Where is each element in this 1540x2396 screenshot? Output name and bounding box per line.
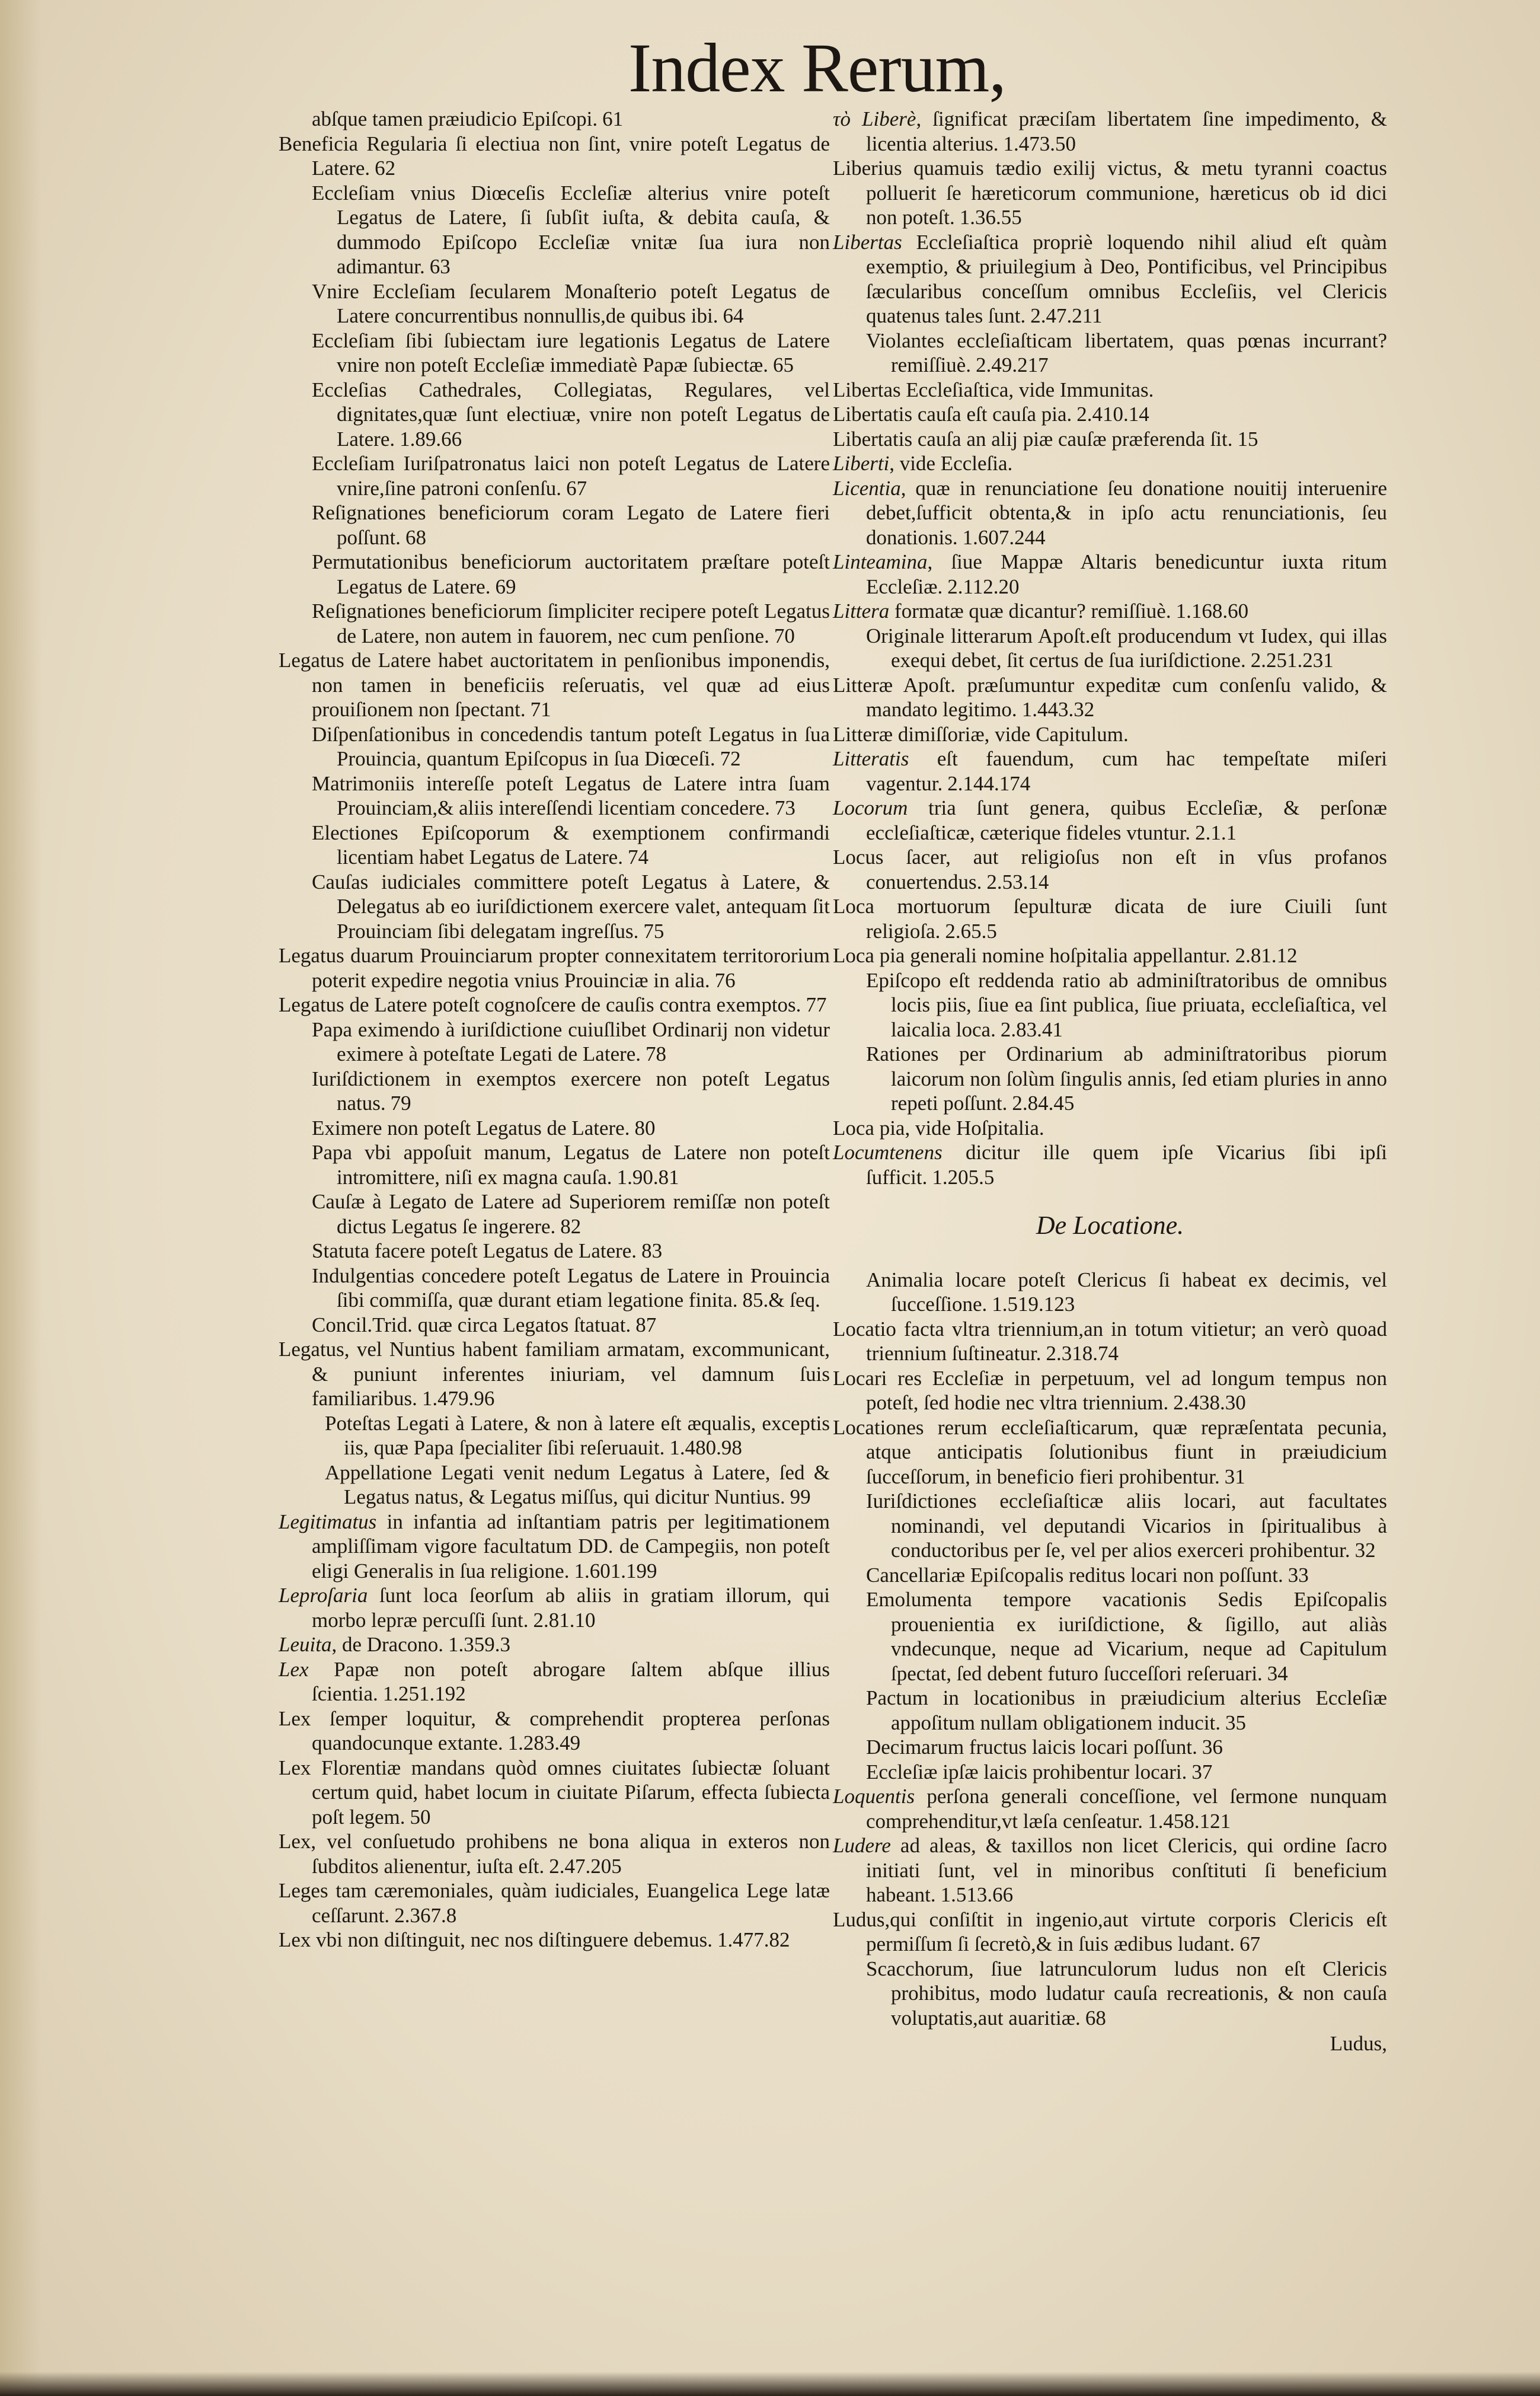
left-column: [279, 107, 830, 1952]
entry-text: Loca pia, vide Hoſpitalia.: [833, 1116, 1044, 1140]
entry-text: Papæ non poteſt abrogare ſaltem abſque illius ſcientia.: [308, 1657, 830, 1705]
entry-reference: 77: [806, 993, 827, 1016]
index-entry: [279, 1337, 830, 1411]
entry-text: Papa vbi appoſuit manum, Legatus de Latere non poteſt intromittere, niſi ex magna cauſa.: [312, 1141, 830, 1189]
entry-reference: 78: [646, 1042, 667, 1065]
index-entry: [833, 451, 1387, 476]
entry-reference: 79: [390, 1092, 411, 1115]
section-heading: De Locatione.: [1036, 1211, 1184, 1240]
entry-text: perſona generali conceſſione, vel ſermone nunquam comprehenditur,vt læſa cenſeatur.: [866, 1785, 1387, 1833]
index-entry: [833, 1833, 1387, 1907]
entry-reference: 63: [429, 255, 451, 278]
entry-text: Violantes eccleſiaſticam libertatem, quas pœnas incurrant? remiſſiuè.: [866, 328, 1387, 377]
entry-text: Scacchorum, ſiue latrunculorum ludus non eſt Clericis prohibitus, modo ludatur cauſa recreationis, & non cauſa voluptatis,aut auaritiæ.: [866, 1957, 1387, 2030]
entry-text: Poteſtas Legati à Latere, & non à latere eſt æqualis, exceptis iis, quæ Papa ſpecialiter ſibi reſeruauit.: [325, 1411, 830, 1459]
entry-text: Eccleſiam Iuriſpatronatus laici non poteſt Legatus de Latere vnire,ſine patroni conſenſu.: [312, 452, 830, 500]
index-entry: [833, 476, 1387, 550]
entry-reference: 1.607.244: [962, 525, 1046, 549]
index-entry: [279, 378, 830, 452]
index-entry: [279, 1583, 830, 1632]
index-entry: [833, 1907, 1387, 1957]
entry-reference: 37: [1191, 1760, 1213, 1784]
right-column: [833, 107, 1387, 2056]
index-entry: [279, 1116, 830, 1141]
index-entry: [833, 1760, 1387, 1785]
entry-text: Ludus,qui conſiſtit in ingenio,aut virtute corporis Clericis eſt permiſſum ſi ſecretò,& in ſuis ædibus ludant.: [833, 1907, 1387, 1955]
entry-text: Cauſas iudiciales committere poteſt Legatus à Latere, & Delegatus ab eo iuriſdictionem exercere valet, antequam ſit Prouinciam ſibi delegatam ingreſſus.: [312, 870, 830, 943]
entry-reference: 70: [774, 624, 795, 647]
entry-reference: 1.477.82: [717, 1928, 790, 1951]
index-entry: [279, 1313, 830, 1338]
index-entry: [279, 1067, 830, 1116]
entry-reference: 2.318.74: [1046, 1342, 1119, 1365]
entry-text: ſunt loca ſeorſum ab aliis in gratiam illorum, qui morbo lepræ percuſſi ſunt.: [312, 1584, 830, 1632]
index-entry: [833, 1415, 1387, 1489]
entry-text: Permutationibus beneficiorum auctoritatem præſtare poteſt Legatus de Latere.: [312, 550, 830, 598]
index-entry: [833, 1366, 1387, 1415]
entry-text: Eccleſiæ ipſæ laicis prohibentur locari.: [866, 1760, 1187, 1784]
index-entry: [833, 1686, 1387, 1735]
entry-headword: Littera: [833, 599, 890, 623]
index-entry: [279, 132, 830, 181]
page-bottom-edge: [0, 2372, 1540, 2396]
index-entry: [833, 156, 1387, 230]
entry-reference: 50: [410, 1805, 431, 1829]
index-entry: [833, 1735, 1387, 1760]
entry-headword: Ludere: [833, 1834, 891, 1857]
entry-text: tria ſunt genera, quibus Eccleſiæ, & perſonæ eccleſiaſticæ, cæterique fideles vtuntur.: [866, 796, 1387, 844]
index-entry: [279, 1706, 830, 1756]
entry-reference: 82: [560, 1214, 582, 1238]
index-entry: [279, 1632, 830, 1657]
entry-reference: 1.283.49: [507, 1731, 581, 1754]
entry-text: Appellatione Legati venit nedum Legatus à Latere, ſed & Legatus natus, & Legatus miſſus, qui dicitur Nuntius.: [325, 1460, 830, 1508]
entry-text: Eccleſiaſtica propriè loquendo nihil aliud eſt quàm exemptio, & priuilegium à Deo, Pontificibus, vel Principibus ſæcularibus conceſſum omnibus Eccleſiis, vel Clericis quatenus tales ſunt.: [866, 230, 1387, 327]
entry-text: Eximere non poteſt Legatus de Latere.: [312, 1116, 630, 1140]
entry-reference: 1.251.192: [382, 1682, 466, 1705]
entry-headword: Libertas: [833, 230, 902, 254]
index-entry: [279, 1460, 830, 1510]
entry-text: Legatus duarum Prouinciarum propter connexitatem territororium poterit expedire negotia vnius Prouinciæ in alia.: [279, 944, 830, 992]
entry-text: Cancellariæ Epiſcopalis reditus locari non poſſunt.: [866, 1563, 1283, 1587]
entry-text: Statuta facere poteſt Legatus de Latere.: [312, 1239, 637, 1262]
index-entry: [279, 1878, 830, 1928]
index-entry: [833, 894, 1387, 943]
entry-headword: Leuita: [279, 1633, 332, 1656]
index-entry: [833, 599, 1387, 624]
entry-reference: 75: [643, 919, 664, 943]
entry-headword: τὸ Liberè: [833, 107, 916, 130]
index-entry: [279, 451, 830, 500]
entry-text: Litteræ Apoſt. præſumuntur expeditæ cum conſenſu valido, & mandato legitimo.: [833, 673, 1387, 721]
entry-headword: Leproſaria: [279, 1584, 368, 1607]
index-entry: [279, 1928, 830, 1952]
index-entry: [279, 328, 830, 378]
entry-reference: 1.36.55: [959, 206, 1022, 229]
index-entry: [279, 870, 830, 944]
entry-reference: 2.251.231: [1250, 649, 1334, 672]
entry-text: Matrimoniis intereſſe poteſt Legatus de Latere intra ſuam Prouinciam,& aliis intereſſendi licentiam concedere.: [312, 771, 830, 819]
index-entry: [833, 1957, 1387, 2031]
catchword: Ludus,: [1330, 2032, 1387, 2055]
entry-reference: 99: [790, 1485, 811, 1508]
entry-text: Leges tam cæremoniales, quàm iudiciales, Euangelica Lege latæ ceſſarunt.: [279, 1879, 830, 1927]
entry-text: Loca mortuorum ſepulturæ dicata de iure Ciuili ſunt religioſa.: [833, 895, 1387, 943]
entry-text: Lex vbi non diſtinguit, nec nos diſtinguere debemus.: [279, 1928, 713, 1951]
entry-text: Indulgentias concedere poteſt Legatus de Latere in Prouincia ſibi commiſſa, quæ durant etiam legatione finita.: [312, 1264, 830, 1312]
index-entry: [833, 427, 1387, 452]
entry-headword: Linteamina: [833, 550, 928, 573]
entry-text: , de Dracono.: [331, 1633, 443, 1656]
entry-reference: 2.81.10: [533, 1608, 596, 1632]
index-entry: [833, 1042, 1387, 1116]
entry-reference: 80: [634, 1116, 656, 1140]
index-entry: [279, 107, 830, 132]
entry-text: Locationes rerum eccleſiaſticarum, quæ repræſentata pecunia, atque anticipatis ſolutionibus fiunt in præiudicium ſucceſſorum, in beneficio fieri prohibentur.: [833, 1415, 1387, 1488]
index-entry: [833, 1317, 1387, 1366]
entry-text: Legatus de Latere poteſt cognoſcere de cauſis contra exemptos.: [279, 993, 801, 1016]
entry-text: Cauſæ à Legato de Latere ad Superiorem remiſſæ non poteſt dictus Legatus ſe ingerere.: [312, 1190, 830, 1238]
index-entry: [833, 1140, 1387, 1189]
entry-reference: 65: [773, 353, 794, 377]
entry-reference: 73: [774, 796, 795, 819]
index-entry: [279, 1411, 830, 1460]
entry-reference: 32: [1354, 1539, 1376, 1562]
entry-text: abſque tamen præiudicio Epiſcopi.: [312, 107, 598, 130]
entry-reference: 2.47.211: [1030, 304, 1103, 327]
index-entry: [833, 624, 1387, 673]
entry-headword: Litteratis: [833, 747, 909, 770]
entry-reference: 1.168.60: [1175, 599, 1249, 623]
entry-reference: 85.& ſeq.: [742, 1288, 820, 1312]
index-entry: [279, 500, 830, 550]
index-entry: [279, 1140, 830, 1189]
index-entry: [279, 1017, 830, 1067]
entry-text: formatæ quæ dicantur? remiſſiuè.: [889, 599, 1171, 623]
index-entry: [833, 845, 1387, 894]
entry-headword: Locumtenens: [833, 1141, 942, 1164]
index-entry: [279, 1239, 830, 1264]
entry-text: Loca pia generali nomine hoſpitalia appellantur.: [833, 944, 1231, 967]
entry-reference: 2.410.14: [1076, 403, 1149, 426]
entry-text: , quæ in renunciatione ſeu donatione nouitij interuenire debet,ſufficit obtenta,& in ipſo actu renunciationis, ſeu donationis.: [866, 476, 1387, 549]
entry-text: Eccleſiam vnius Diœceſis Eccleſiæ alterius vnire poteſt Legatus de Latere, ſi ſubſit iuſta, & debita cauſa, & dummodo Epiſcopo Eccleſiæ vnitæ ſua iura non adimantur.: [312, 181, 830, 278]
entry-reference: 2.112.20: [947, 575, 1020, 598]
entry-text: Libertatis cauſa eſt cauſa pia.: [833, 403, 1072, 426]
entry-reference: 2.367.8: [394, 1903, 457, 1927]
entry-text: Libertas Eccleſiaſtica, vide Immunitas.: [833, 378, 1154, 401]
entry-reference: 33: [1287, 1563, 1309, 1587]
entry-text: Eccleſias Cathedrales, Collegiatas, Regulares, vel dignitates,quæ ſunt electiuæ, vnire non poteſt Legatus de Latere.: [312, 378, 830, 451]
entry-text: dicitur ille quem ipſe Vicarius ſibi ipſi ſufficit.: [866, 1141, 1387, 1189]
entry-reference: 1.480.98: [669, 1436, 742, 1459]
entry-reference: 72: [720, 747, 741, 770]
entry-reference: 64: [723, 304, 744, 327]
entry-text: Animalia locare poteſt Clericus ſi habeat ex decimis, vel ſucceſſione.: [866, 1268, 1387, 1316]
index-entry: [833, 796, 1387, 845]
index-entry: [279, 1264, 830, 1313]
entry-text: Reſignationes beneficiorum coram Legato de Latere fieri poſſunt.: [312, 501, 830, 549]
entry-reference: 34: [1267, 1661, 1288, 1685]
index-entry: [833, 943, 1387, 968]
entry-text: Diſpenſationibus in concedendis tantum poteſt Legatus in ſua Prouincia, quantum Epiſcopus in ſua Diœceſi.: [312, 722, 830, 770]
index-entry: [279, 1657, 830, 1706]
entry-reference: 68: [405, 525, 426, 549]
page-title: Index Rerum,: [628, 29, 1006, 107]
index-entry: [279, 943, 830, 993]
entry-headword: Legitimatus: [279, 1510, 377, 1533]
index-entry: [279, 181, 830, 279]
entry-reference: 74: [627, 846, 648, 869]
entry-reference: 1.205.5: [932, 1165, 995, 1189]
index-entry: [833, 968, 1387, 1042]
entry-reference: 1.90.81: [616, 1165, 679, 1189]
entry-reference: 31: [1224, 1465, 1245, 1488]
entry-headword: Locorum: [833, 796, 908, 819]
index-entry: [833, 1587, 1387, 1686]
entry-text: Emolumenta tempore vacationis Sedis Epiſcopalis prouenientia ex iuriſdictione, & ſigillo, aut aliàs vndecunque, neque ad Vicarium, neque ad Capitulum ſpectat, ſed debent futuro ſucceſſori reſeruari.: [866, 1588, 1387, 1685]
entry-text: , ſignificat præciſam libertatem ſine impedimento, & licentia alterius.: [866, 107, 1387, 155]
right-entries-locatione: [833, 1268, 1387, 2031]
index-entry: [833, 550, 1387, 599]
entry-text: Legatus de Latere habet auctoritatem in penſionibus imponendis, non tamen in beneficiis reſeruatis, vel quæ ad eius prouiſionem non ſpectant.: [279, 649, 830, 721]
entry-text: Lex Florentiæ mandans quòd omnes ciuitates ſubiectæ ſoluant certum quid, habet locum in ciuitate Piſarum, effecta ſubiecta poſt legem.: [279, 1756, 830, 1829]
entry-text: Legatus, vel Nuntius habent familiam armatam, excommunicant, & puniunt inferentes iniuriam, vel damnum ſuis familiaribus.: [279, 1338, 830, 1410]
entry-reference: 2.53.14: [986, 870, 1049, 894]
right-entries: [833, 107, 1387, 1189]
index-entry: [279, 1189, 830, 1239]
index-entry: [833, 230, 1387, 328]
entry-reference: 36: [1202, 1735, 1223, 1759]
entry-reference: 69: [495, 575, 516, 598]
entry-reference: 1.89.66: [400, 427, 462, 451]
index-entry: [833, 1489, 1387, 1563]
entry-text: Vnire Eccleſiam ſecularem Monaſterio poteſt Legatus de Latere concurrentibus nonnullis,de quibus ibi.: [312, 279, 830, 327]
entry-reference: 2.144.174: [947, 771, 1031, 795]
entry-headword: Lex: [279, 1657, 309, 1681]
index-entry: [279, 722, 830, 771]
entry-text: Iuriſdictiones eccleſiaſticæ aliis locari, aut facultates nominandi, vel deputandi Vicarios in ſpiritualibus à conductoribus per ſe, vel per alios exerceri prohibentur.: [866, 1489, 1387, 1562]
index-entry: [833, 402, 1387, 427]
entry-reference: 87: [635, 1313, 657, 1336]
entry-reference: 2.47.205: [549, 1854, 622, 1878]
entry-text: Iuriſdictionem in exemptos exercere non poteſt Legatus natus.: [312, 1067, 830, 1115]
entry-reference: 1.519.123: [992, 1293, 1075, 1316]
index-entry: [833, 1563, 1387, 1588]
entry-text: Lex ſemper loquitur, & comprehendit propterea perſonas quandocunque extante.: [279, 1706, 830, 1754]
entry-reference: 1.601.199: [574, 1559, 657, 1583]
entry-text: , vide Eccleſia.: [889, 452, 1013, 475]
index-entry: [279, 1829, 830, 1878]
index-entry: [833, 1116, 1387, 1141]
index-entry: [279, 550, 830, 599]
index-entry: [279, 599, 830, 648]
entry-headword: Licentia: [833, 476, 901, 500]
entry-reference: 1.359.3: [448, 1633, 510, 1656]
index-entry: [279, 993, 830, 1017]
entry-text: Litteræ dimiſſoriæ, vide Capitulum.: [833, 722, 1129, 746]
entry-text: Eccleſiam ſibi ſubiectam iure legationis Legatus de Latere vnire non poteſt Eccleſiæ immediatè Papæ ſubiectæ.: [312, 328, 830, 377]
index-entry: [279, 279, 830, 328]
entry-text: Locari res Eccleſiæ in perpetuum, vel ad longum tempus non poteſt, ſed hodie nec vltra triennium.: [833, 1366, 1387, 1414]
index-entry: [833, 673, 1387, 722]
entry-reference: 1.443.32: [1021, 698, 1095, 721]
entry-headword: Loquentis: [833, 1785, 915, 1808]
entry-text: Lex, vel conſuetudo prohibens ne bona aliqua in exteros non ſubditos alienentur, iuſta eſt.: [279, 1830, 830, 1878]
entry-reference: 76: [714, 968, 736, 992]
entry-text: ad aleas, & taxillos non licet Clericis, qui ordine ſacro initiati ſunt, vel in minoribus conſtituti ſi beneficium habeant.: [866, 1834, 1387, 1906]
entry-text: Liberius quamuis tædio exilij victus, & metu tyranni coactus polluerit ſe hæreticorum communione, hæreticus ob id dici non poteſt.: [833, 157, 1387, 229]
entry-text: Locatio facta vltra triennium,an in totum vitietur; an verò quoad triennium ſuſtineatur.: [833, 1317, 1387, 1365]
index-entry: [279, 821, 830, 870]
entry-reference: 2.81.12: [1235, 944, 1298, 967]
entry-text: Decimarum fructus laicis locari poſſunt.: [866, 1735, 1197, 1759]
entry-text: eſt fauendum, cum hac tempeſtate miſeri vagentur.: [866, 747, 1387, 795]
entry-reference: 1.458.121: [1148, 1809, 1231, 1833]
entry-text: Originale litterarum Apoſt.eſt producendum vt Iudex, qui illas exequi debet, ſit certus de ſua iuriſdictione.: [866, 624, 1387, 672]
entry-text: Pactum in locationibus in præiudicium alterius Eccleſiæ appoſitum nullam obligationem inducit.: [866, 1686, 1387, 1734]
index-entry: [279, 771, 830, 821]
entry-reference: 2.1.1: [1195, 821, 1237, 844]
index-entry: [279, 648, 830, 722]
entry-reference: 15: [1237, 427, 1258, 451]
binding-shadow: [0, 0, 41, 2396]
entry-reference: 1.513.66: [940, 1883, 1014, 1906]
entry-reference: 71: [530, 698, 551, 721]
entry-reference: 62: [375, 157, 396, 180]
entry-text: Concil.Trid. quæ circa Legatos ſtatuat.: [312, 1313, 631, 1336]
entry-reference: 1.479.96: [421, 1387, 495, 1410]
entry-reference: 35: [1225, 1711, 1247, 1734]
entry-reference: 2.83.41: [1000, 1017, 1063, 1041]
index-entry: [833, 1784, 1387, 1833]
index-entry: [833, 746, 1387, 796]
entry-text: Electiones Epiſcoporum & exemptionem confirmandi licentiam habet Legatus de Latere.: [312, 821, 830, 869]
index-entry: [279, 1510, 830, 1584]
entry-reference: 2.49.217: [976, 353, 1049, 377]
entry-text: Papa eximendo à iuriſdictione cuiuſlibet Ordinarij non videtur eximere à poteſtate Legati de Latere.: [312, 1017, 830, 1065]
index-entry: [833, 1268, 1387, 1317]
entry-reference: 1.473.50: [1003, 132, 1076, 155]
entry-reference: 68: [1085, 2006, 1106, 2030]
entry-text: Epiſcopo eſt reddenda ratio ab adminiſtratoribus de omnibus locis piis, ſiue ea ſint publica, ſiue priuata, eccleſiaſtica, vel laicalia loca.: [866, 968, 1387, 1041]
index-entry: [833, 378, 1387, 403]
entry-text: Rationes per Ordinarium ab adminiſtratoribus piorum laicorum non ſolùm ſingulis annis, ſed etiam pluries in anno repeti poſſunt.: [866, 1042, 1387, 1115]
entry-reference: 61: [602, 107, 624, 130]
entry-reference: 2.84.45: [1012, 1092, 1075, 1115]
entry-text: Reſignationes beneficiorum ſimpliciter recipere poteſt Legatus de Latere, non autem in fauorem, nec cum penſione.: [312, 599, 830, 647]
entry-reference: 2.65.5: [945, 919, 997, 943]
entry-reference: 67: [1239, 1932, 1261, 1955]
index-entry: [279, 1756, 830, 1830]
index-entry: [833, 722, 1387, 747]
entry-headword: Liberti: [833, 452, 890, 475]
index-entry: [833, 107, 1387, 156]
entry-reference: 83: [641, 1239, 663, 1262]
index-entry: [833, 328, 1387, 378]
entry-text: Beneficia Regularia ſi electiua non ſint, vnire poteſt Legatus de Latere.: [279, 132, 830, 180]
entry-reference: 2.438.30: [1173, 1391, 1246, 1414]
entry-text: , ſiue Mappæ Altaris benedicuntur iuxta ritum Eccleſiæ.: [866, 550, 1387, 598]
entry-text: Libertatis cauſa an alij piæ cauſæ præferenda ſit.: [833, 427, 1233, 451]
entry-text: in infantia ad inſtantiam patris per legitimationem ampliſſimam vigore facultatum DD. de Campegiis, non poteſt eligi Generalis in ſua religione.: [312, 1510, 830, 1583]
entry-reference: 67: [566, 476, 587, 500]
entry-text: Locus ſacer, aut religioſus non eſt in vſus profanos conuertendus.: [833, 846, 1387, 894]
